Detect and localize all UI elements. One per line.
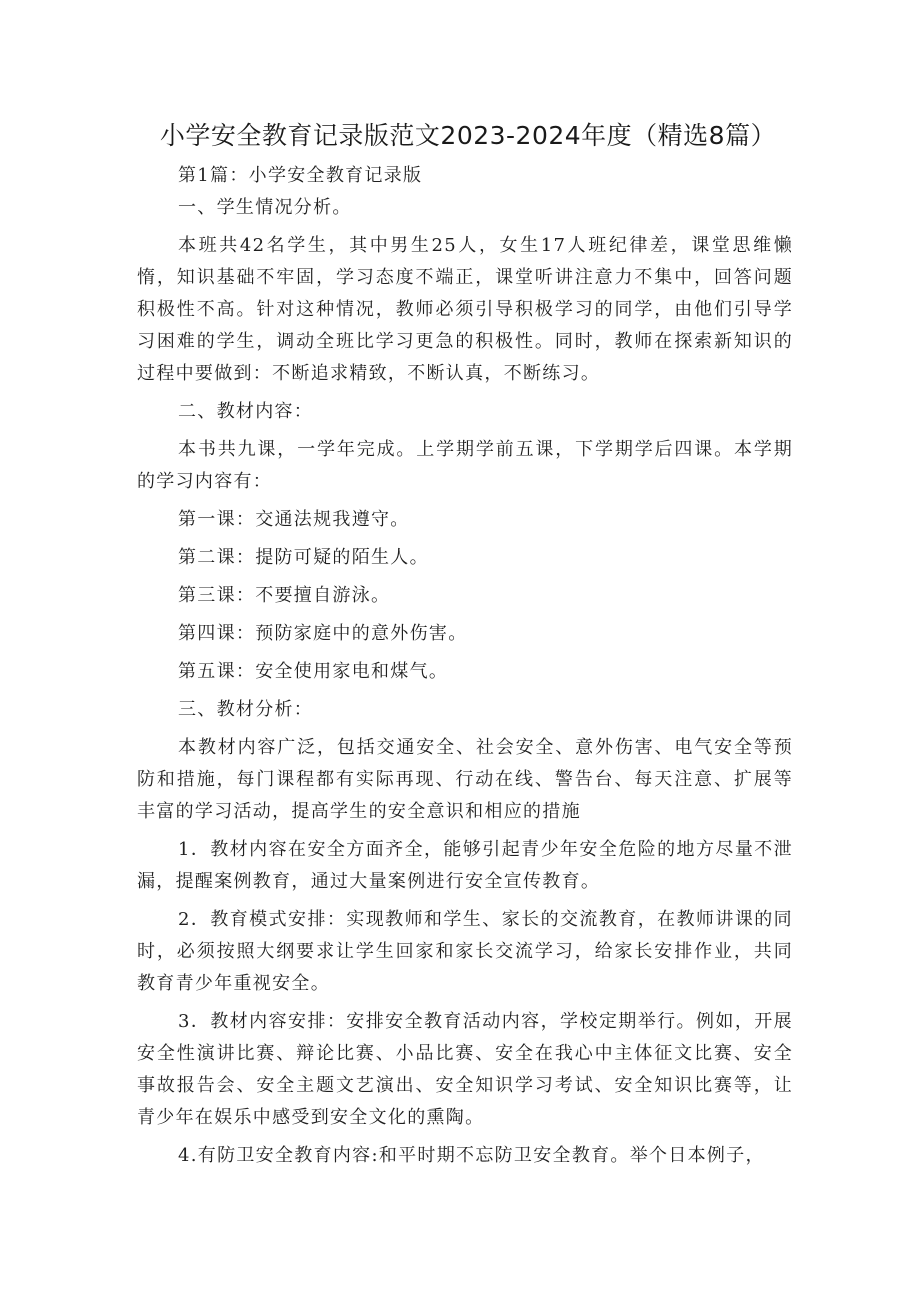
section-heading-textbook-content: 二、教材内容：	[178, 401, 314, 422]
paragraph-textbook-analysis: 本教材内容广泛，包括交通安全、社会安全、意外伤害、电气安全等预防和措施，每门课程都有实际再现、行动在线、警告台、每天注意、扩展等丰富的学习活动，提高学生的安全意识和相应的措施	[137, 737, 793, 822]
section-heading-student-analysis: 一、学生情况分析。	[178, 197, 352, 218]
chapter-heading: 第1篇：小学安全教育记录版	[178, 165, 423, 186]
numbered-item: 1．教材内容在安全方面齐全，能够引起青少年安全危险的地方尽量不泄漏，提醒案例教育，通过大量案例进行安全宣传教育。	[137, 839, 793, 892]
numbered-item: 2．教育模式安排：实现教师和学生、家长的交流教育，在教师讲课的同时，必须按照大纲要求让学生回家和家长交流学习，给家长安排作业，共同教育青少年重视安全。	[137, 909, 793, 994]
paragraph-student-analysis: 本班共42名学生，其中男生25人，女生17人班纪律差，课堂思维懒惰，知识基础不牢固，学习态度不端正，课堂听讲注意力不集中，回答问题积极性不高。针对这种情况，教师必须引导积极学习的同学，由他们引导学习困难的学生，调动全班比学习更急的积极性。同时，教师在探索新知识的过程中要做到：不断追求精致，不断认真，不断练习。	[137, 235, 793, 384]
lesson-item: 第五课：安全使用家电和煤气。	[178, 661, 449, 682]
document-body	[137, 160, 793, 1172]
paragraph-textbook-content: 本书共九课，一学年完成。上学期学前五课，下学期学后四课。本学期的学习内容有：	[137, 439, 793, 492]
lesson-item: 第一课：交通法规我遵守。	[178, 509, 410, 530]
lesson-item: 第四课：预防家庭中的意外伤害。	[178, 623, 468, 644]
section-heading-textbook-analysis: 三、教材分析：	[178, 699, 314, 720]
document-title: 小学安全教育记录版范文2023-2024年度（精选8篇）	[159, 121, 777, 150]
numbered-item: 4.有防卫安全教育内容:和平时期不忘防卫安全教育。举个日本例子，	[178, 1145, 765, 1166]
lesson-item: 第二课：提防可疑的陌生人。	[178, 547, 429, 568]
lesson-item: 第三课：不要擅自游泳。	[178, 585, 391, 606]
numbered-item: 3．教材内容安排：安排安全教育活动内容，学校定期举行。例如，开展安全性演讲比赛、辩论比赛、小品比赛、安全在我心中主体征文比赛、安全事故报告会、安全主题文艺演出、安全知识学习考试、安全知识比赛等，让青少年在娱乐中感受到安全文化的熏陶。	[137, 1011, 793, 1128]
